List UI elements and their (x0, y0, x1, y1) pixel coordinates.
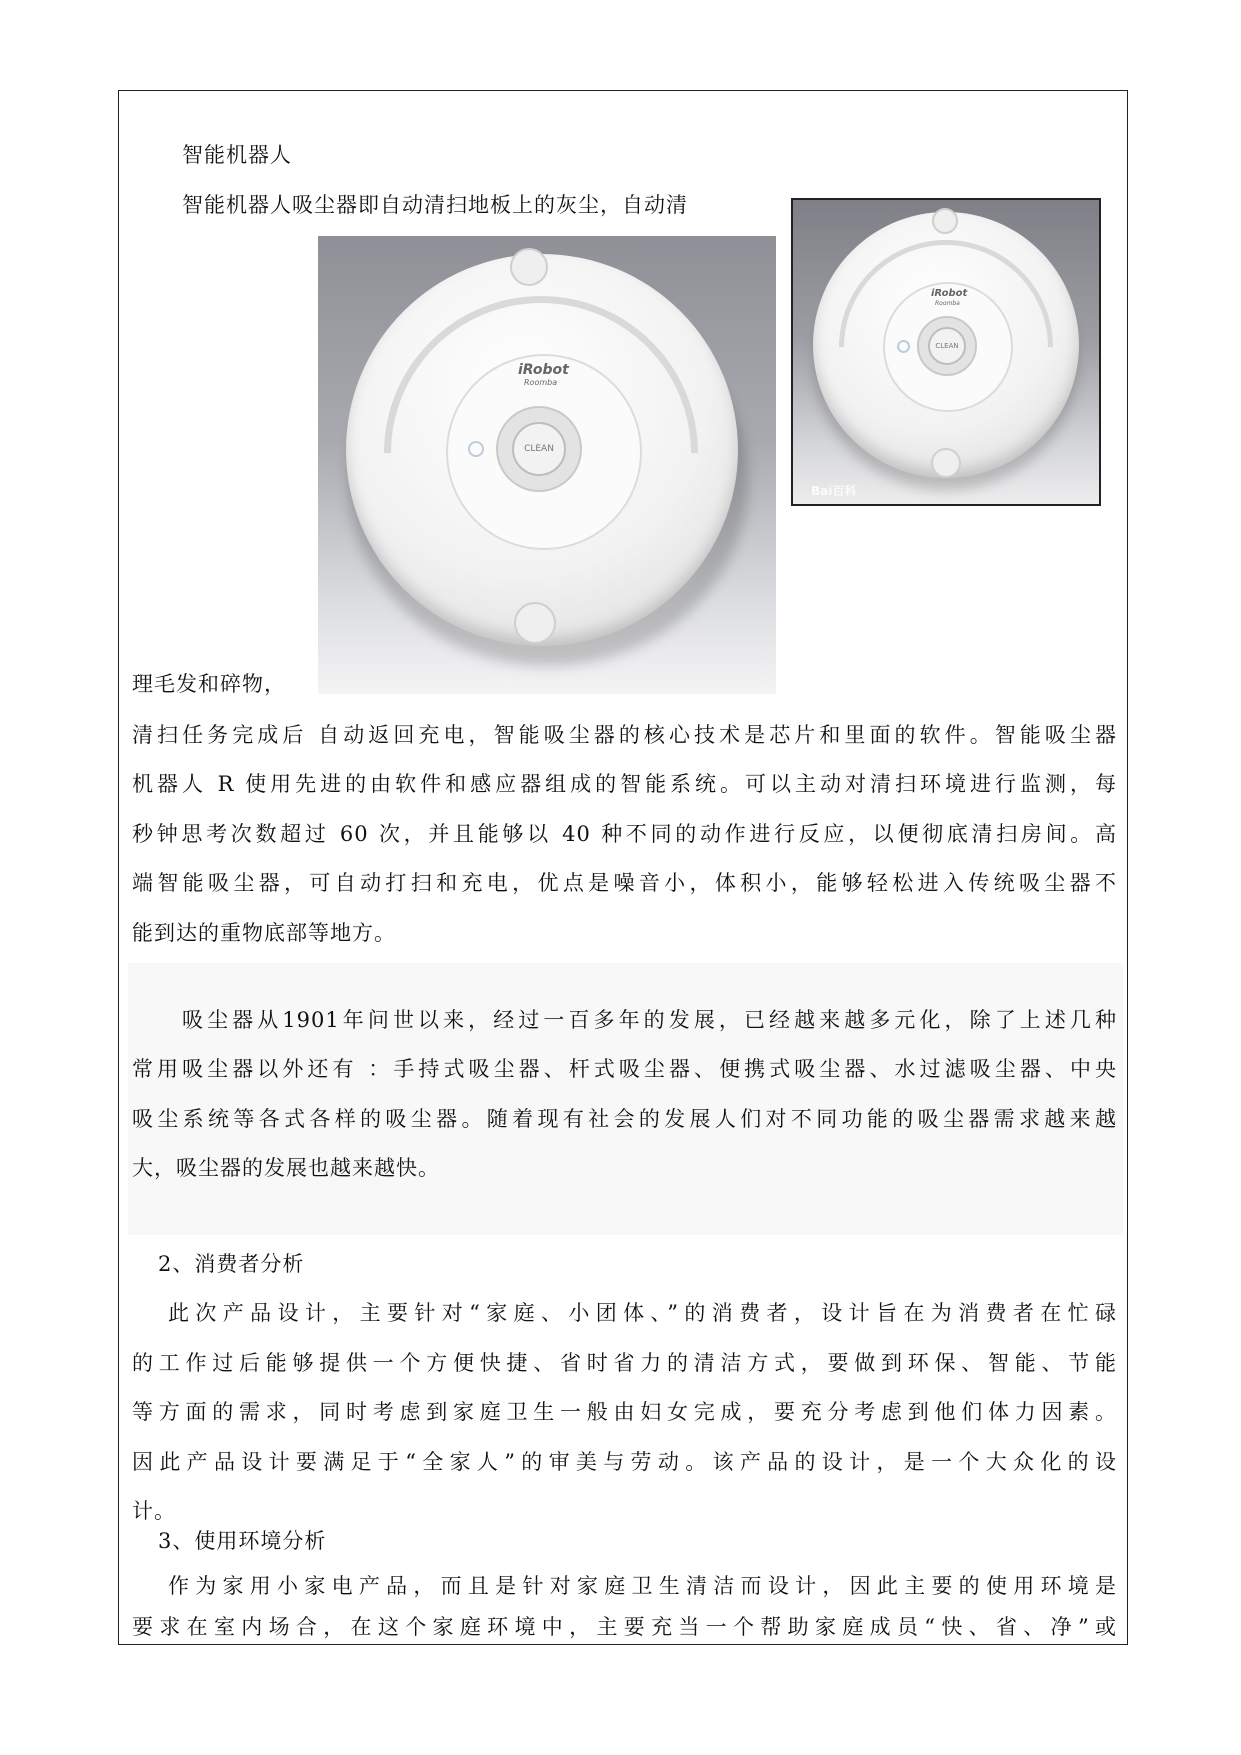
section-3-title: 3、使用环境分析 (158, 1529, 327, 1553)
power-icon (468, 441, 484, 457)
section-2-line-1: 此次产品设计，主要针对“家庭、小团体、”的消费者，设计旨在为消费者在忙碌 (168, 1301, 1117, 1325)
top-sensor (510, 248, 548, 286)
robot-sublogo: Roomba (524, 378, 558, 387)
robot-photo-large (318, 236, 776, 694)
main-line-4: 端智能吸尘器，可自动打扫和充电，优点是噪音小，体积小，能够轻松进入传统吸尘器不 (132, 871, 1117, 895)
section-2-line-4: 因此产品设计要满足于“全家人”的审美与劳动。该产品的设计，是一个大众化的设 (132, 1450, 1117, 1474)
section-2-line-2: 的工作过后能够提供一个方便快捷、省时省力的清洁方式，要做到环保、智能、节能 (132, 1351, 1117, 1375)
main-line-1: 清扫任务完成后 自动返回充电，智能吸尘器的核心技术是芯片和里面的软件。智能吸尘器 (132, 723, 1117, 747)
robot-photo-small (791, 198, 1101, 506)
section-3-line-1: 作为家用小家电产品，而且是针对家庭卫生清洁而设计，因此主要的使用环境是 (168, 1574, 1117, 1598)
clean-button: CLEAN (928, 327, 966, 365)
main-line-5: 能到达的重物底部等地方。 (132, 921, 396, 945)
section-2-title: 2、消费者分析 (158, 1252, 305, 1276)
history-line-1: 吸尘器从1901年问世以来，经过一百多年的发展，已经越来越多元化，除了上述几种 (182, 1008, 1117, 1032)
intro-line-1: 智能机器人吸尘器即自动清扫地板上的灰尘，自动清 (182, 193, 688, 217)
main-line-3: 秒钟思考次数超过 60 次，并且能够以 40 种不同的动作进行反应，以便彻底清扫房间。高 (132, 822, 1117, 846)
bottom-sensor (514, 602, 556, 644)
robot-logo: iRobot (931, 288, 968, 299)
section-2-line-5: 计。 (132, 1499, 176, 1523)
clean-button: CLEAN (512, 422, 566, 476)
bottom-sensor (931, 448, 961, 478)
history-line-4: 大，吸尘器的发展也越来越快。 (132, 1156, 440, 1180)
main-line-2: 机器人 R 使用先进的由软件和感应器组成的智能系统。可以主动对清扫环境进行监测，每 (132, 772, 1117, 796)
intro-line-2: 理毛发和碎物， (132, 672, 286, 696)
power-icon (897, 340, 910, 353)
history-line-2: 常用吸尘器以外还有 ：手持式吸尘器、杆式吸尘器、便携式吸尘器、水过滤吸尘器、中央 (132, 1057, 1117, 1081)
robot-sublogo: Roomba (935, 300, 960, 307)
history-line-3: 吸尘系统等各式各样的吸尘器。随着现有社会的发展人们对不同功能的吸尘器需求越来越 (132, 1107, 1117, 1131)
heading-text: 智能机器人 (182, 143, 292, 167)
watermark: Bai百科 (811, 484, 857, 498)
top-sensor (932, 208, 958, 234)
robot-logo: iRobot (518, 362, 569, 378)
section-3-line-2: 要求在室内场合，在这个家庭环境中，主要充当一个帮助家庭成员“快、省、净”或 (132, 1615, 1117, 1639)
section-2-line-3: 等方面的需求，同时考虑到家庭卫生一般由妇女完成，要充分考虑到他们体力因素。 (132, 1400, 1117, 1424)
